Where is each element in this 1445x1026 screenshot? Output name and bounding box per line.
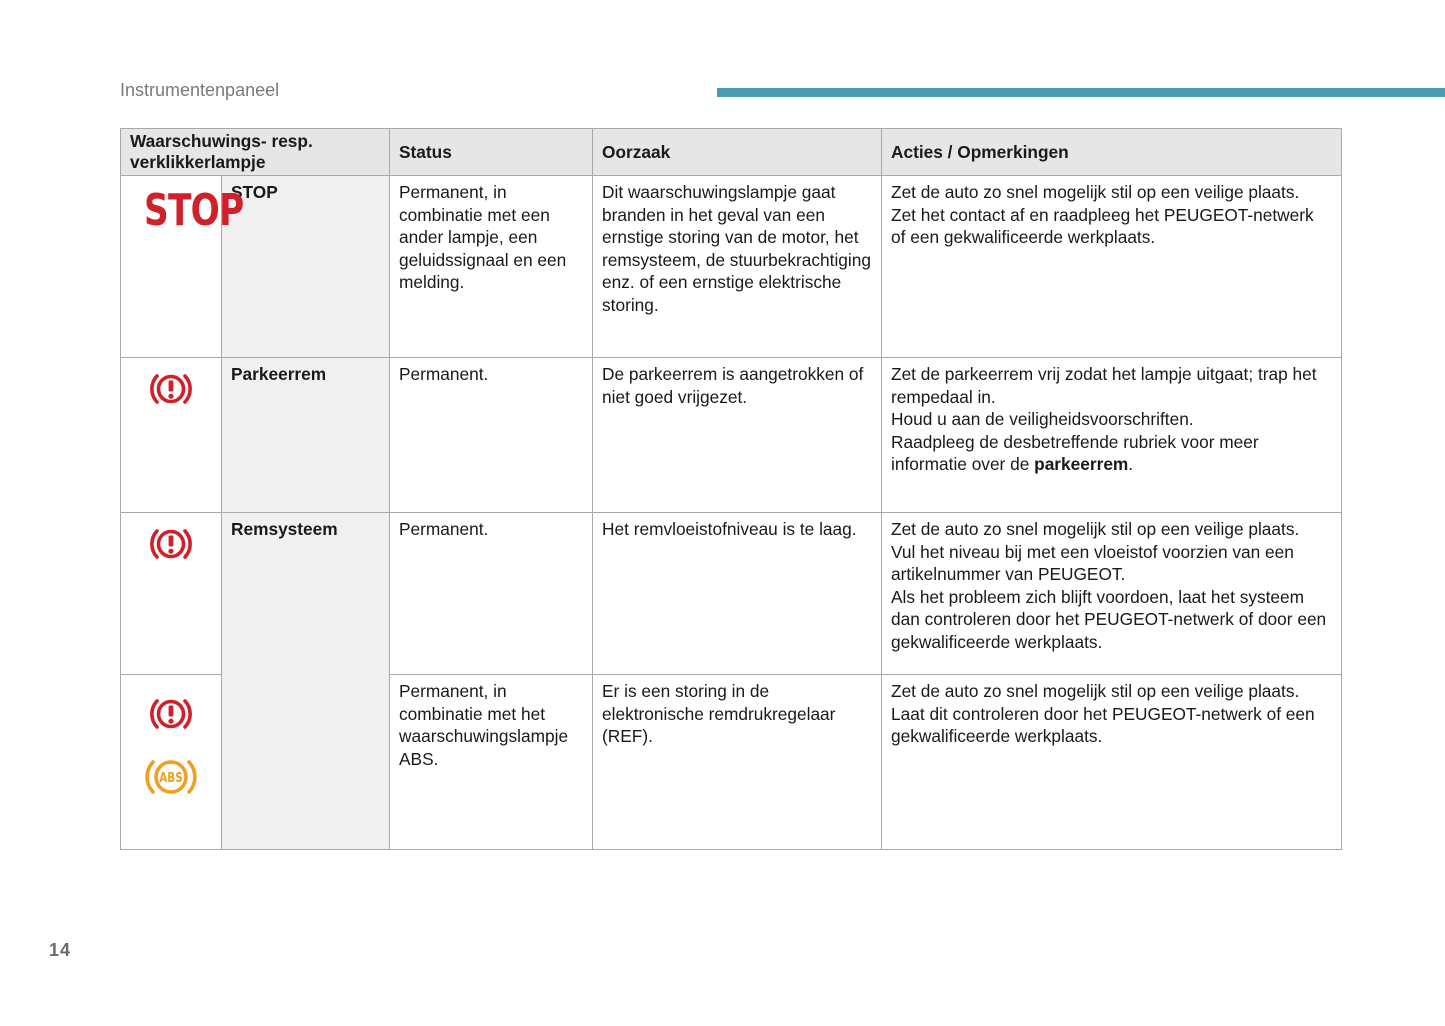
cause-cell: Er is een storing in de elektronische remdrukregelaar (REF). bbox=[593, 675, 882, 850]
parkeerrem-reference: parkeerrem bbox=[1034, 454, 1129, 475]
section-title: Instrumentenpaneel bbox=[120, 80, 280, 100]
brake-warning-icon bbox=[146, 694, 196, 734]
cause-cell: De parkeerrem is aangetrokken of niet goed vrijgezet. bbox=[593, 358, 882, 513]
status-cell: Permanent, in combinatie met een ander lampje, een geluidssignaal en een melding. bbox=[390, 176, 593, 358]
lamp-name: Remsysteem bbox=[222, 513, 390, 850]
action-line: Zet de auto zo snel mogelijk stil op een veilige plaats. bbox=[891, 681, 1300, 701]
actions-cell bbox=[882, 675, 1342, 850]
action-line: Als het probleem zich blijft voordoen, laat het systeem dan controleren door het PEUGEOT-netwerk of door een gekwalificeerde werkplaats. bbox=[891, 586, 1327, 652]
table-header-row bbox=[121, 129, 1342, 176]
action-line: Zet de parkeerrem vrij zodat het lampje uitgaat; trap het rempedaal in. bbox=[891, 364, 1317, 407]
actions-cell bbox=[882, 513, 1342, 675]
icon-cell bbox=[121, 358, 222, 513]
action-line: Zet de auto zo snel mogelijk stil op een veilige plaats. bbox=[891, 182, 1300, 202]
page-number: 14 bbox=[49, 940, 72, 960]
action-line: Zet de auto zo snel mogelijk stil op een veilige plaats. bbox=[891, 519, 1300, 539]
action-line: Laat dit controleren door het PEUGEOT-netwerk of een gekwalificeerde werkplaats. bbox=[891, 703, 1315, 747]
action-line: Houd u aan de veiligheidsvoorschriften. bbox=[891, 409, 1194, 430]
action-line bbox=[891, 431, 1332, 476]
table-row bbox=[121, 176, 1342, 358]
brake-system-warning-icon bbox=[146, 524, 196, 564]
warning-lamps-table bbox=[120, 128, 1342, 850]
stop-icon: STOP bbox=[144, 185, 244, 236]
lamp-name: Parkeerrem bbox=[222, 358, 390, 513]
parking-brake-warning-icon bbox=[146, 369, 196, 409]
table-row bbox=[121, 513, 1342, 675]
column-header-actions: Acties / Opmerkingen bbox=[882, 129, 1342, 176]
status-cell: Permanent. bbox=[390, 513, 593, 675]
column-header-status: Status bbox=[390, 129, 593, 176]
icon-cell bbox=[121, 513, 222, 675]
status-cell: Permanent, in combinatie met het waarschuwingslampje ABS. bbox=[390, 675, 593, 850]
header-accent-bar bbox=[717, 88, 1445, 97]
actions-cell bbox=[882, 358, 1342, 513]
cause-cell: Dit waarschuwingslampje gaat branden in het geval van een ernstige storing van de motor, het remsysteem, de stuurbekrachtiging enz. of een ernstige elektrische storing. bbox=[593, 176, 882, 358]
cause-cell: Het remvloeistofniveau is te laag. bbox=[593, 513, 882, 675]
table-row bbox=[121, 358, 1342, 513]
column-header-lamp: Waarschuwings- resp. verklikkerlampje bbox=[121, 129, 390, 176]
action-line: Zet het contact af en raadpleeg het PEUGEOT-netwerk of een gekwalificeerde werkplaats. bbox=[891, 204, 1314, 248]
action-text: Raadpleeg de desbetreffende rubriek voor meer informatie over de bbox=[891, 431, 1259, 475]
icon-cell bbox=[121, 675, 222, 850]
action-text-end: . bbox=[1128, 454, 1134, 475]
action-line: Vul het niveau bij met een vloeistof voorzien van een artikelnummer van PEUGEOT. bbox=[891, 541, 1294, 585]
column-header-cause: Oorzaak bbox=[593, 129, 882, 176]
abs-warning-icon bbox=[141, 754, 201, 800]
status-cell: Permanent. bbox=[390, 358, 593, 513]
abs-icon-label: ABS bbox=[159, 769, 183, 786]
icon-cell bbox=[121, 176, 244, 358]
lamp-name: STOP bbox=[222, 176, 390, 358]
actions-cell bbox=[882, 176, 1342, 358]
